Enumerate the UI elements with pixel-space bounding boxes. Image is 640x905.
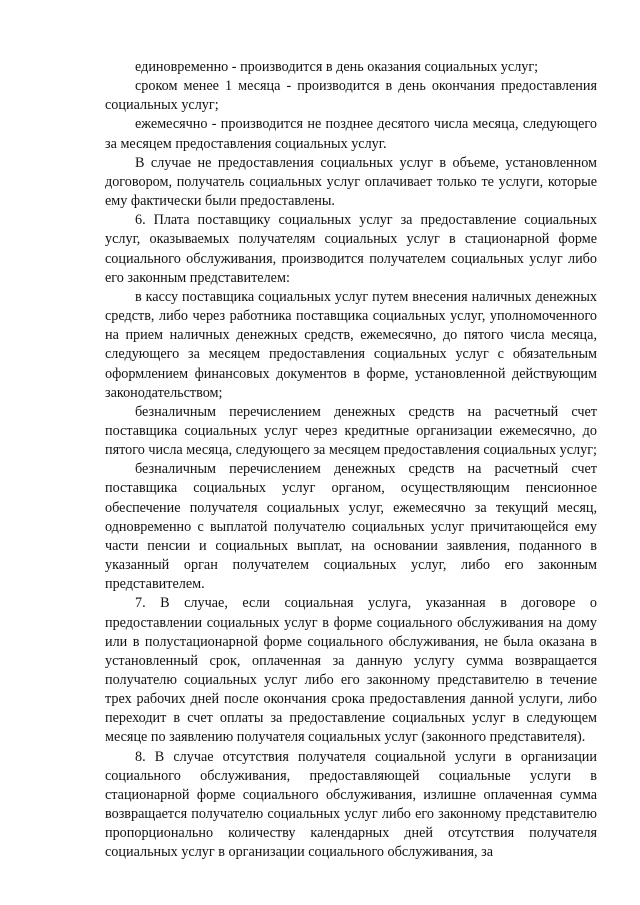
paragraph-section-7: 7. В случае, если социальная услуга, указанная в договоре о предоставлении социальных услуг в форме социального обслуживания на дому или в полустационарной форме социального обслуживания, не была оказана в установленный срок, оплаченная за данную услугу сумма возвращается получателю социальных услуг либо его законному представителю в течение трех рабочих дней после окончания срока предоставления данной услуги, либо переходит в счет оплаты за предоставление социальных услуг в следующем месяце по заявлению получателя социальных услуг (законного представителя). (105, 595, 597, 746)
paragraph-section-8: 8. В случае отсутствия получателя социальной услуги в организации социального обслуживания, предоставляющей социальные услуги в стационарной форме социального обслуживания, излишне оплаченная сумма возвращается получателю социальных услуг либо его законному представителю пропорционально количеству календарных дней отсутствия получателя социальных услуг в организации социального обслуживания, за (105, 748, 597, 861)
paragraph-bank-transfer: безналичным перечислением денежных средств на расчетный счет поставщика социальных услуг через кредитные организации ежемесячно, до пятого числа месяца, следующего за месяцем предоставления социальных услуг; (105, 403, 597, 459)
paragraph-one-time-payment: единовременно - производится в день оказания социальных услуг; (135, 59, 539, 75)
paragraph-cash-payment: в кассу поставщика социальных услуг путем внесения наличных денежных средств, либо через работника поставщика социальных услуг, уполномоченного на прием наличных денежных средств, ежемесячно, до пятого числа месяца, следующего за месяцем предоставления социальных услуг с обязательным оформлением финансовых документов в форме, установленной действующим законодательством; (105, 288, 597, 401)
paragraph-pension-transfer: безналичным перечислением денежных средств на расчетный счет поставщика социальных услуг органом, осуществляющим пенсионное обеспечение получателя социальных услуг, ежемесячно за текущий месяц, одновременно с выплатой получателю социальных услуг причитающейся ему части пенсии и социальных выплат, на основании заявления, поданного в указанный орган получателем социальных услуг, либо его законным представителем. (105, 461, 597, 593)
paragraph-monthly: ежемесячно - производится не позднее десятого числа месяца, следующего за месяцем предоставления социальных услуг. (105, 116, 597, 152)
paragraph-less-than-month: сроком менее 1 месяца - производится в день окончания предоставления социальных услуг; (105, 78, 597, 114)
document-body (105, 58, 597, 863)
paragraph-section-6: 6. Плата поставщику социальных услуг за предоставление социальных услуг, оказываемых получателям социальных услуг в стационарной форме социального обслуживания, производится получателем социальных услуг либо его законным представителем: (105, 212, 597, 286)
paragraph-partial-services: В случае не предоставления социальных услуг в объеме, установленном договором, получатель социальных услуг оплачивает только те услуги, которые ему фактически были предоставлены. (105, 154, 597, 210)
